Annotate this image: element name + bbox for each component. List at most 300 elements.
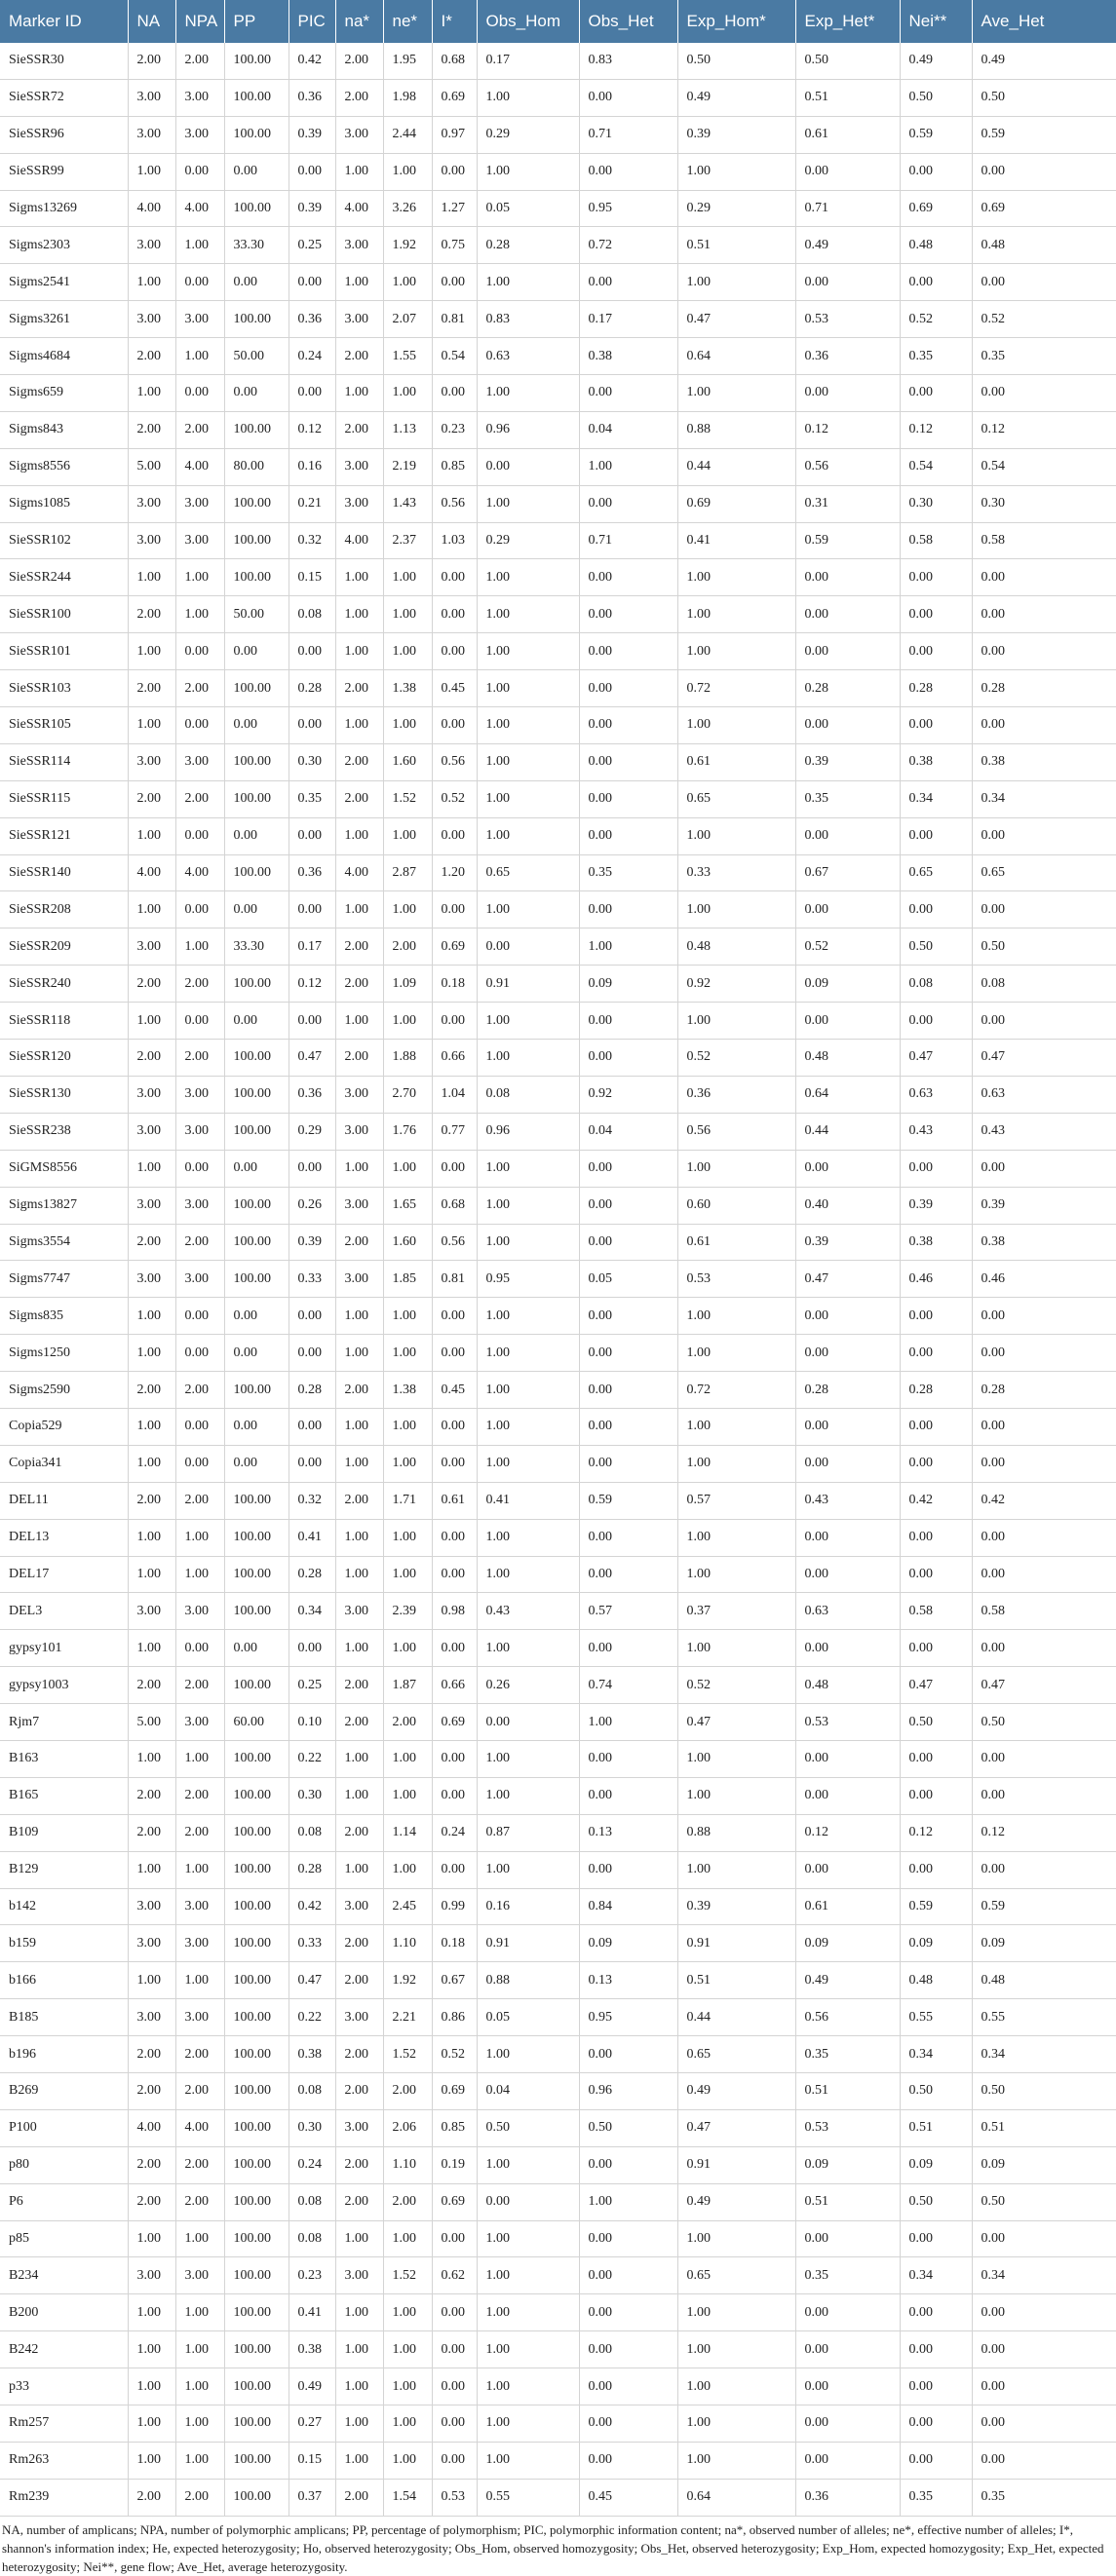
table-cell: 0.12 [795,411,900,448]
table-row [0,2294,1116,2331]
table-cell: 2.00 [335,43,383,79]
table-cell: 0.91 [677,1925,795,1962]
table-cell: 4.00 [175,854,224,891]
table-cell: 0.09 [795,966,900,1003]
table-cell: 1.00 [677,2406,795,2443]
table-cell: 0.00 [175,1298,224,1335]
table-cell: 0.00 [972,1408,1116,1445]
table-cell: 0.00 [900,153,972,190]
table-cell: 0.00 [175,153,224,190]
table-cell: 0.30 [900,485,972,522]
table-cell: 0.00 [795,2442,900,2479]
table-cell: 1.00 [175,1519,224,1556]
column-header: Obs_Hom [477,0,579,43]
marker-id-cell: SieSSR102 [0,522,128,559]
table-cell: 50.00 [224,596,289,633]
table-cell: 3.00 [175,2257,224,2294]
table-cell: 3.00 [128,1999,175,2036]
table-cell: 0.00 [224,1335,289,1372]
table-cell: 0.35 [795,2036,900,2073]
table-cell: 0.00 [432,1445,477,1482]
table-cell: 2.00 [335,743,383,780]
table-cell: 0.09 [795,1925,900,1962]
marker-id-cell: SieSSR118 [0,1003,128,1040]
table-cell: 1.00 [477,1150,579,1187]
table-cell: 0.12 [289,411,335,448]
table-cell: 1.00 [477,559,579,596]
marker-id-cell: SieSSR115 [0,780,128,817]
marker-id-cell: Sigms2541 [0,264,128,301]
table-row [0,1482,1116,1519]
table-cell: 0.00 [972,1556,1116,1593]
table-cell: 1.92 [383,227,432,264]
table-cell: 100.00 [224,2294,289,2331]
table-cell: 0.00 [289,375,335,412]
table-cell: 0.18 [432,1925,477,1962]
marker-id-cell: DEL17 [0,1556,128,1593]
table-cell: 1.87 [383,1667,432,1704]
table-cell: 0.69 [677,485,795,522]
table-cell: 0.47 [900,1667,972,1704]
table-cell: 0.00 [900,375,972,412]
marker-id-cell: SiGMS8556 [0,1150,128,1187]
table-cell: 0.00 [579,1445,677,1482]
table-cell: 100.00 [224,2257,289,2294]
table-row [0,522,1116,559]
table-cell: 1.00 [128,1335,175,1372]
table-cell: 2.07 [383,301,432,338]
table-cell: 100.00 [224,2183,289,2220]
table-cell: 100.00 [224,1814,289,1851]
table-cell: 4.00 [175,448,224,485]
table-footnote: NA, number of amplicans; NPA, number of polymorphic amplicans; PP, percentage of polymorphism; PIC, polymorphic information content; na*, observed number of alleles; ne*, effective number of alleles; I*, shannon's information index; He, expected heterozygosity; Ho, observed heterozygosity; Obs_Hom, observed homozygosity; Obs_Het, observed heterozygosity; Exp_Hom, expected homozygosity; Exp_Het, expected heterozygosity; Nei**, gene flow; Ave_Het, average heterozygosity. [2,2521,1104,2574]
table-cell: 0.00 [795,153,900,190]
table-cell: 0.55 [972,1999,1116,2036]
table-cell: 0.00 [972,1003,1116,1040]
table-cell: 1.14 [383,1814,432,1851]
table-cell: 0.32 [289,522,335,559]
table-row [0,854,1116,891]
table-cell: 0.43 [972,1113,1116,1150]
table-cell: 1.00 [579,1704,677,1741]
marker-id-cell: SieSSR114 [0,743,128,780]
table-cell: 33.30 [224,227,289,264]
table-cell: 0.00 [972,2406,1116,2443]
table-cell: 0.67 [432,1962,477,1999]
table-cell: 100.00 [224,1372,289,1409]
table-cell: 0.04 [579,1113,677,1150]
table-cell: 0.49 [289,2368,335,2406]
table-cell: 0.00 [224,633,289,670]
table-cell: 3.00 [175,743,224,780]
table-cell: 0.39 [795,743,900,780]
table-cell: 0.04 [579,411,677,448]
table-cell: 0.12 [795,1814,900,1851]
table-cell: 1.00 [335,1298,383,1335]
table-cell: 3.00 [128,2257,175,2294]
table-cell: 100.00 [224,1040,289,1077]
table-cell: 0.00 [579,1630,677,1667]
table-cell: 2.00 [128,2146,175,2183]
table-cell: 1.00 [175,338,224,375]
table-cell: 0.43 [795,1482,900,1519]
table-cell: 0.71 [579,522,677,559]
table-cell: 1.00 [677,1519,795,1556]
table-cell: 1.00 [677,1445,795,1482]
table-row [0,1408,1116,1445]
table-cell: 0.51 [677,227,795,264]
table-cell: 0.00 [579,264,677,301]
table-cell: 1.00 [335,1408,383,1445]
table-cell: 0.00 [900,633,972,670]
table-cell: 1.00 [335,633,383,670]
marker-id-cell: Sigms13827 [0,1187,128,1224]
table-row [0,1445,1116,1482]
table-cell: 1.00 [477,1630,579,1667]
table-cell: 0.88 [677,1814,795,1851]
table-cell: 0.42 [972,1482,1116,1519]
table-cell: 2.00 [175,1667,224,1704]
table-cell: 0.00 [224,153,289,190]
table-cell: 2.00 [335,1482,383,1519]
table-cell: 0.00 [972,2331,1116,2368]
table-cell: 0.00 [432,1335,477,1372]
table-cell: 100.00 [224,485,289,522]
table-cell: 0.05 [579,1261,677,1298]
table-cell: 1.00 [477,1335,579,1372]
table-cell: 3.00 [335,1076,383,1113]
table-cell: 0.69 [972,190,1116,227]
table-cell: 1.52 [383,2257,432,2294]
table-cell: 2.00 [175,1482,224,1519]
table-cell: 1.00 [175,227,224,264]
table-cell: 100.00 [224,1593,289,1630]
table-cell: 0.61 [795,1888,900,1925]
table-cell: 0.00 [972,817,1116,854]
table-cell: 0.36 [289,1076,335,1113]
table-cell: 1.00 [335,2220,383,2257]
table-cell: 1.00 [128,1298,175,1335]
table-cell: 100.00 [224,1187,289,1224]
table-cell: 0.84 [579,1888,677,1925]
table-cell: 3.00 [335,1593,383,1630]
table-cell: 2.00 [175,780,224,817]
table-cell: 0.37 [289,2479,335,2516]
table-cell: 0.00 [432,264,477,301]
table-cell: 0.00 [795,2331,900,2368]
marker-id-cell: Rm263 [0,2442,128,2479]
table-cell: 100.00 [224,743,289,780]
table-cell: 100.00 [224,1261,289,1298]
table-cell: 0.00 [224,1150,289,1187]
column-header: na* [335,0,383,43]
table-row [0,116,1116,153]
table-cell: 1.00 [335,264,383,301]
marker-id-cell: b142 [0,1888,128,1925]
table-cell: 0.00 [972,596,1116,633]
table-cell: 0.05 [477,190,579,227]
table-cell: 0.36 [289,301,335,338]
table-cell: 1.00 [383,559,432,596]
marker-id-cell: SieSSR130 [0,1076,128,1113]
table-cell: 0.00 [432,375,477,412]
table-cell: 3.00 [128,1261,175,1298]
marker-id-cell: Sigms1085 [0,485,128,522]
table-cell: 1.00 [677,1335,795,1372]
table-cell: 1.20 [432,854,477,891]
column-header: I* [432,0,477,43]
table-cell: 0.96 [579,2072,677,2109]
marker-id-cell: DEL11 [0,1482,128,1519]
table-cell: 0.00 [224,1298,289,1335]
table-cell: 3.00 [175,301,224,338]
table-cell: 0.00 [432,2294,477,2331]
table-row [0,817,1116,854]
marker-id-cell: Sigms659 [0,375,128,412]
table-cell: 0.00 [900,1519,972,1556]
table-cell: 3.00 [175,485,224,522]
table-cell: 3.00 [128,1925,175,1962]
table-cell: 0.38 [900,743,972,780]
table-cell: 0.09 [900,1925,972,1962]
table-cell: 0.65 [477,854,579,891]
table-cell: 1.00 [477,2331,579,2368]
table-cell: 1.00 [477,1777,579,1814]
marker-id-cell: Sigms7747 [0,1261,128,1298]
table-cell: 1.00 [383,1851,432,1888]
table-cell: 1.00 [175,1556,224,1593]
table-cell: 2.70 [383,1076,432,1113]
table-cell: 0.50 [972,928,1116,966]
table-cell: 0.61 [677,1224,795,1261]
table-cell: 1.00 [477,153,579,190]
table-cell: 1.00 [128,2406,175,2443]
table-cell: 0.66 [432,1040,477,1077]
table-cell: 1.00 [128,153,175,190]
table-cell: 0.39 [677,1888,795,1925]
table-cell: 1.00 [128,817,175,854]
table-cell: 0.21 [289,485,335,522]
table-cell: 0.47 [677,1704,795,1741]
table-cell: 1.00 [128,1003,175,1040]
table-cell: 1.00 [335,1630,383,1667]
table-cell: 0.69 [432,2183,477,2220]
table-cell: 0.00 [224,1003,289,1040]
table-cell: 0.16 [477,1888,579,1925]
table-row [0,707,1116,744]
table-cell: 100.00 [224,2479,289,2516]
table-cell: 1.00 [128,559,175,596]
table-row [0,190,1116,227]
table-cell: 0.00 [175,1445,224,1482]
table-cell: 1.00 [335,1851,383,1888]
table-cell: 1.95 [383,43,432,79]
table-cell: 1.00 [477,2294,579,2331]
marker-id-cell: SieSSR121 [0,817,128,854]
table-cell: 0.00 [972,153,1116,190]
table-row [0,1372,1116,1409]
table-cell: 100.00 [224,780,289,817]
table-cell: 2.00 [175,2146,224,2183]
marker-id-cell: gypsy101 [0,1630,128,1667]
marker-id-cell: Sigms1250 [0,1335,128,1372]
table-cell: 0.34 [289,1593,335,1630]
table-cell: 1.00 [128,1851,175,1888]
table-cell: 1.00 [128,2368,175,2406]
table-cell: 0.00 [289,1445,335,1482]
table-cell: 0.08 [972,966,1116,1003]
marker-id-cell: Sigms835 [0,1298,128,1335]
table-cell: 0.00 [224,1408,289,1445]
table-cell: 1.00 [677,2368,795,2406]
table-cell: 1.00 [477,375,579,412]
table-cell: 0.00 [289,264,335,301]
table-row [0,1040,1116,1077]
table-cell: 100.00 [224,670,289,707]
table-cell: 0.99 [432,1888,477,1925]
table-cell: 0.00 [972,1335,1116,1372]
table-cell: 2.00 [335,411,383,448]
column-header: NA [128,0,175,43]
table-cell: 0.47 [677,2109,795,2146]
table-cell: 0.50 [900,928,972,966]
table-cell: 0.00 [432,1556,477,1593]
table-cell: 1.00 [477,1445,579,1482]
table-cell: 2.00 [383,2183,432,2220]
table-cell: 0.00 [579,1040,677,1077]
table-cell: 100.00 [224,2331,289,2368]
table-cell: 0.49 [900,43,972,79]
table-cell: 0.09 [579,966,677,1003]
table-cell: 0.52 [795,928,900,966]
table-row [0,928,1116,966]
table-cell: 1.00 [175,1851,224,1888]
table-row [0,338,1116,375]
table-cell: 0.28 [477,227,579,264]
table-cell: 2.00 [128,43,175,79]
table-cell: 0.12 [900,411,972,448]
table-cell: 0.00 [224,891,289,928]
table-row [0,1519,1116,1556]
table-cell: 1.27 [432,190,477,227]
table-cell: 1.00 [677,2331,795,2368]
table-row [0,1999,1116,2036]
marker-id-cell: B234 [0,2257,128,2294]
table-cell: 0.00 [795,1851,900,1888]
table-cell: 0.00 [900,1777,972,1814]
marker-id-cell: DEL3 [0,1593,128,1630]
table-row [0,1335,1116,1372]
table-cell: 0.00 [972,2368,1116,2406]
table-cell: 0.69 [432,79,477,116]
table-cell: 0.50 [795,43,900,79]
table-cell: 2.39 [383,1593,432,1630]
column-header: PP [224,0,289,43]
table-cell: 100.00 [224,2036,289,2073]
table-cell: 0.00 [579,1298,677,1335]
table-cell: 0.00 [224,264,289,301]
table-cell: 0.34 [972,2257,1116,2294]
table-cell: 0.00 [432,2442,477,2479]
table-cell: 3.00 [175,1704,224,1741]
table-cell: 3.00 [128,79,175,116]
table-cell: 0.36 [795,338,900,375]
table-cell: 1.00 [383,2442,432,2479]
table-cell: 0.00 [795,2406,900,2443]
table-cell: 0.18 [432,966,477,1003]
table-cell: 1.00 [175,928,224,966]
table-cell: 0.00 [289,153,335,190]
table-cell: 4.00 [128,190,175,227]
table-row [0,596,1116,633]
table-cell: 0.00 [795,891,900,928]
marker-id-cell: p80 [0,2146,128,2183]
table-cell: 0.00 [795,1519,900,1556]
table-cell: 1.00 [175,2406,224,2443]
table-cell: 0.64 [677,2479,795,2516]
table-cell: 1.00 [477,891,579,928]
table-cell: 0.00 [972,1519,1116,1556]
table-cell: 0.42 [900,1482,972,1519]
table-cell: 0.83 [579,43,677,79]
table-row [0,1298,1116,1335]
table-cell: 1.00 [383,2331,432,2368]
table-cell: 1.09 [383,966,432,1003]
table-cell: 0.00 [579,2331,677,2368]
table-cell: 0.54 [972,448,1116,485]
table-cell: 0.26 [477,1667,579,1704]
table-cell: 0.95 [579,1999,677,2036]
table-cell: 0.44 [795,1113,900,1150]
table-row [0,2257,1116,2294]
table-cell: 2.00 [335,1667,383,1704]
table-cell: 0.50 [900,1704,972,1741]
table-cell: 0.51 [972,2109,1116,2146]
table-cell: 0.00 [900,2442,972,2479]
table-cell: 2.00 [175,1372,224,1409]
table-cell: 0.56 [432,743,477,780]
table-cell: 0.61 [432,1482,477,1519]
table-cell: 0.50 [677,43,795,79]
table-cell: 0.56 [432,485,477,522]
table-cell: 0.00 [900,1445,972,1482]
table-cell: 0.00 [900,559,972,596]
table-cell: 1.00 [383,1519,432,1556]
table-cell: 2.00 [335,1040,383,1077]
table-cell: 0.00 [432,1519,477,1556]
table-cell: 1.00 [175,1962,224,1999]
table-cell: 0.00 [900,891,972,928]
table-cell: 0.50 [900,2072,972,2109]
table-cell: 0.00 [900,817,972,854]
table-cell: 3.00 [335,485,383,522]
table-cell: 0.39 [289,190,335,227]
table-cell: 0.00 [579,1556,677,1593]
table-cell: 2.00 [175,670,224,707]
table-cell: 0.09 [972,1925,1116,1962]
table-cell: 0.58 [972,1593,1116,1630]
marker-id-cell: Sigms8556 [0,448,128,485]
table-cell: 0.00 [795,1003,900,1040]
table-cell: 3.00 [175,1187,224,1224]
marker-id-cell: SieSSR244 [0,559,128,596]
table-cell: 0.04 [477,2072,579,2109]
table-cell: 2.00 [128,1667,175,1704]
column-header: Exp_Het* [795,0,900,43]
table-cell: 100.00 [224,2406,289,2443]
table-cell: 0.00 [175,1150,224,1187]
table-cell: 2.00 [128,2183,175,2220]
